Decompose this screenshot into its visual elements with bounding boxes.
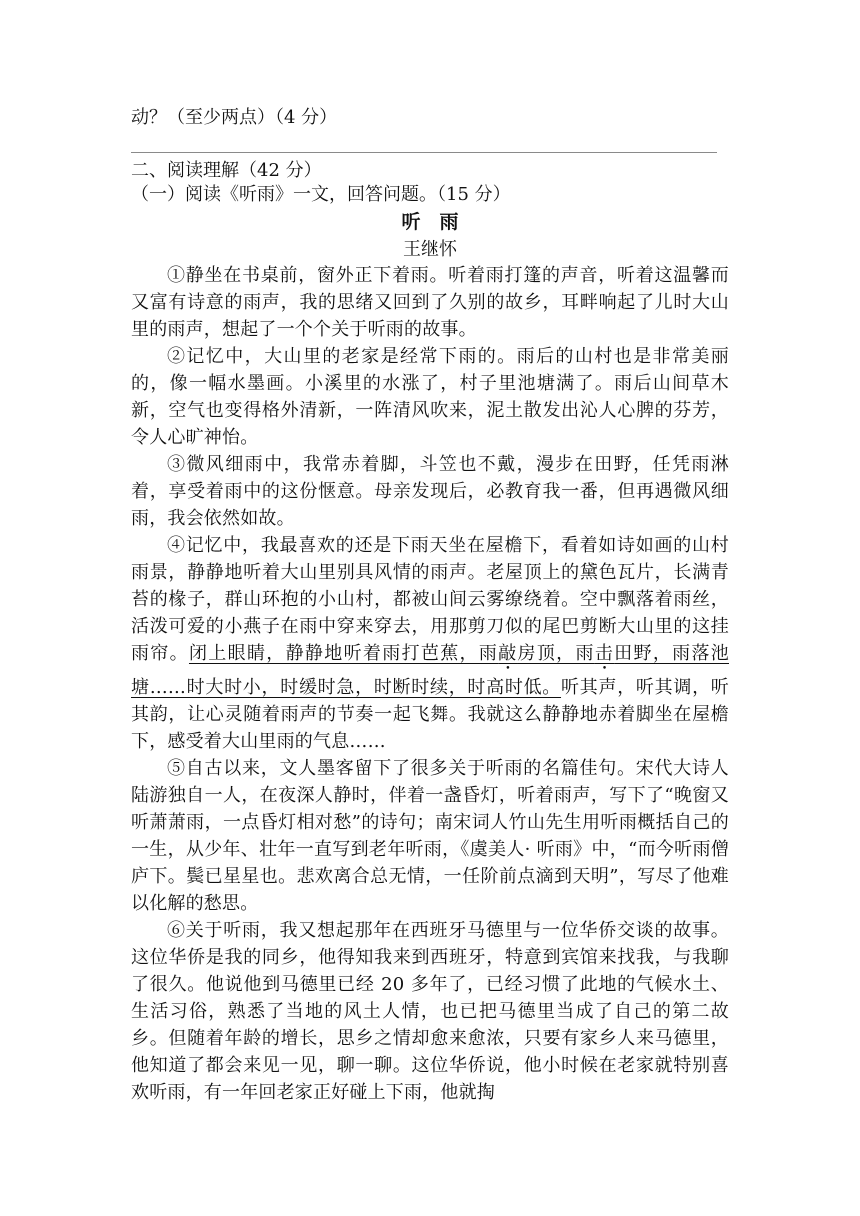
emphasized-char-qiao: 敲 [498,643,518,664]
previous-question-tail: 动？（至少两点）（4 分） [131,107,338,128]
section-subtitle: （一）阅读《听雨》一文，回答问题。（15 分） [131,184,511,205]
paragraph-4-intro: ④记忆中，我最喜欢的还是下雨天坐在屋檐下，看着如诗如画的山村雨景，静静地听着大山里别具风情的雨声。老屋顶上的黛色瓦片，长满青苔的椽子，群山环抱的小山村，都被山间云雾缭绕着。空中飘落着雨丝，活泼可爱的小燕子在雨中穿来穿去，用那剪刀似的尾巴剪断大山里的这挂雨帘。 [131,535,729,664]
paragraph-4-ending: 听其声，听其调，听其韵，让心灵随着雨声的节奏一起飞舞。我就这么静静地赤着脚坐在屋檐下，感受着大山里雨的气息…… [131,677,729,752]
paragraph-3: ③微风细雨中，我常赤着脚，斗笠也不戴，漫步在田野，任凭雨淋着，享受着雨中的这份惬意。母亲发现后，必教育我一番，但再遇微风细雨，我会依然如故。 [131,454,729,529]
paragraph-1: ①静坐在书桌前，窗外正下着雨。听着雨打篷的声音，听着这温馨而又富有诗意的雨声，我的思绪又回到了久别的故乡，耳畔响起了儿时大山里的雨声，想起了一个个关于听雨的故事。 [131,265,729,340]
article-title: 听 雨 [401,211,459,233]
section-divider [131,152,717,153]
paragraph-2: ②记忆中，大山里的老家是经常下雨的。雨后的山村也是非常美丽的，像一幅水墨画。小溪里的水涨了，村子里池塘满了。雨后山间草木新，空气也变得格外清新，一阵清风吹来，泥土散发出沁人心脾的芬芳，令人心旷神怡。 [131,346,729,448]
paragraph-5: ⑤自古以来，文人墨客留下了很多关于听雨的名篇佳句。宋代大诗人陆游独自一人，在夜深人静时，伴着一盏昏灯，听着雨声，写下了“晚窗又听萧萧雨，一点昏灯相对愁”的诗句；南宋词人竹山先生用听雨概括自己的一生，从少年、壮年一直写到老年听雨，《虞美人· 听雨》中，“而今听雨僧庐下。鬓已星星也。悲欢离合总无情，一任阶前点滴到天明”，写尽了他难以化解的愁思。 [131,758,729,914]
underlined-part-2: 房顶，雨 [517,643,595,664]
emphasized-char-ji: 击 [594,643,615,664]
section-title: 二、阅读理解（42 分） [131,160,322,181]
paragraph-6: ⑥关于听雨，我又想起那年在西班牙马德里与一位华侨交谈的故事。这位华侨是我的同乡，他得知我来到西班牙，特意到宾馆来找我，与我聊了很久。他说他到马德里已经 20 多年了，已经习惯了此地的气候水土、生活习俗，熟悉了当地的风土人情，也已把马德里当成了自己的第二故乡。但随着年龄的增长，思乡之情却愈来愈浓，只要有家乡人来马德里，他知道了都会来见一见，聊一聊。这位华侨说，他小时候在老家就特别喜欢听雨，有一年回老家正好碰上下雨，他就掏 [131,920,729,1103]
underlined-part-3: 田野，雨落池塘……时大时小，时缓时急，时断时续，时高时低。 [131,643,729,698]
article-author: 王继怀 [403,239,457,260]
paragraph-4 [131,532,729,755]
article-body [131,262,729,1106]
underlined-part-1: 闭上眼睛，静静地听着雨打芭蕉，雨 [188,643,499,664]
